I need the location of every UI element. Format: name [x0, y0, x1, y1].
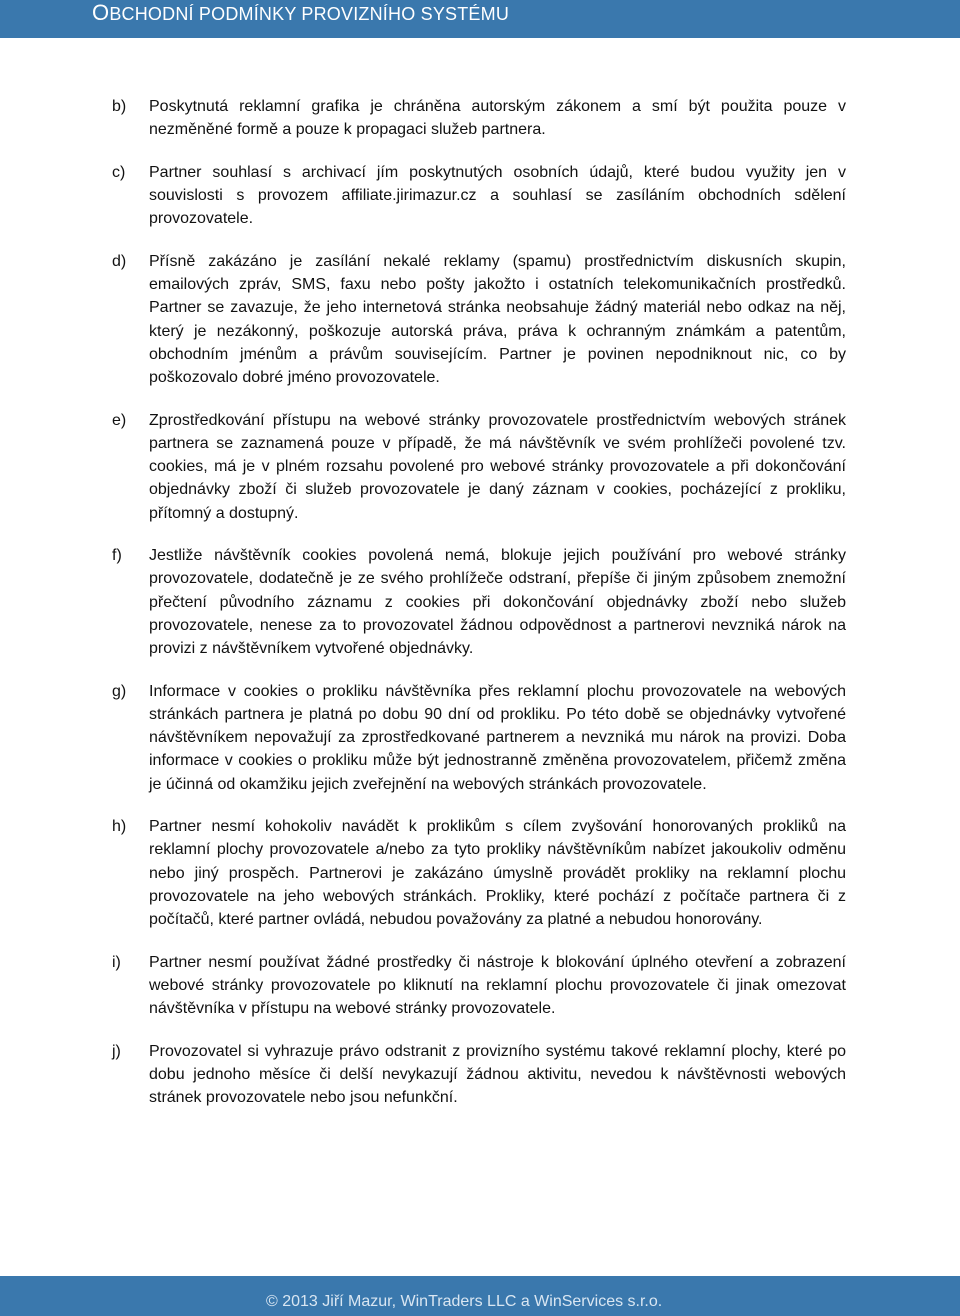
- item-marker: b): [112, 98, 127, 115]
- item-marker: c): [112, 163, 126, 181]
- item-marker: e): [112, 411, 127, 429]
- page-title-initial: O: [92, 0, 110, 25]
- terms-list: [112, 95, 846, 1129]
- terms-item-h: [112, 815, 846, 931]
- copyright-text: © 2013 Jiří Mazur, WinTraders LLC a WinServices s.r.o.: [266, 1293, 663, 1310]
- terms-item-f: [112, 544, 846, 660]
- terms-item-g: [112, 680, 846, 796]
- item-text: Partner souhlasí s archivací jím poskytnutých osobních údajů, které budou využity jen v souvislosti s provozem affiliate.jirimazur.cz a souhlasí se zasíláním obchodních sdělení provozovatele.: [149, 163, 846, 228]
- page-title-rest: BCHODNÍ PODMÍNKY PROVIZNÍHO SYSTÉMU: [109, 4, 510, 24]
- terms-item-i: [112, 951, 846, 1021]
- terms-item-e: [112, 409, 846, 525]
- page-title: [92, 2, 509, 25]
- item-text: Informace v cookies o prokliku návštěvníka přes reklamní plochu provozovatele na webových stránkách partnera je platná po dobu 90 dní od prokliku. Po této době se objednávky vytvořené návštěvníkem nepovažují za zprostředkované partnerem a nevzniká mu nárok na provizi. Doba informace v cookies o prokliku může být jednostranně změněna provozovatelem, přičemž změna je účinná od okamžiku jejich zveřejnění na webových stránkách provozovatele.: [149, 682, 846, 793]
- item-text: Provozovatel si vyhrazuje právo odstranit z provizního systému takové reklamní plochy, které po dobu jednoho měsíce či delší nevykazují žádnou aktivitu, nevedou k návštěvnosti webových stránek provozovatele nebo jsou nefunkční.: [149, 1042, 846, 1107]
- item-marker: d): [112, 253, 127, 271]
- item-text: Partner nesmí používat žádné prostředky či nástroje k blokování úplného otevření a zobrazení webové stránky provozovatele po kliknutí na reklamní plochu provozovatele či jinak omezovat návštěvníka v přístupu na webové stránky provozovatele.: [149, 953, 846, 1018]
- page-footer: [0, 1276, 960, 1316]
- item-text: Přísně zakázáno je zasílání nekalé reklamy (spamu) prostřednictvím diskusních skupin, emailových zpráv, SMS, faxu nebo pošty jakožto i ostatních telekomunikačních prostředků. Partner se zavazuje, že jeho internetová stránka neobsahuje žádný materiál nebo odkaz na něj, který je nezákonný, poškozuje autorská práva, práva k ochranným známkám a patentům, obchodním jménům a právům souvisejícím. Partner je povinen nepodniknout nic, co by poškozovalo dobré jméno provozovatele.: [149, 253, 846, 387]
- page-header: [0, 0, 960, 38]
- item-marker: f): [112, 547, 122, 565]
- terms-item-d: [112, 250, 846, 389]
- terms-item-b: [112, 95, 846, 141]
- item-marker: i): [112, 953, 121, 971]
- item-text: Partner nesmí kohokoliv navádět k proklikům s cílem zvyšování honorovaných prokliků na reklamní plochy provozovatele a/nebo za tyto prokliky návštěvníkům nabízet jakoukoliv odměnu nebo jiný prospěch. Partnerovi je zakázáno úmyslně provádět prokliky na reklamní plochu provozovatele na jeho webových stránkách. Prokliky, které pochází z počítače partnera či z počítačů, které partner ovládá, nebudou považovány za platné a nebudou honorovány.: [149, 818, 846, 929]
- item-text: Zprostředkování přístupu na webové stránky provozovatele prostřednictvím webových stránek partnera se zaznamená pouze v případě, že má návštěvník ve svém prohlížeči povolené tzv. cookies, má je v plném rozsahu povolené pro webové stránky provozovatele a při dokončování objednávky zboží či služeb provozovatele je daný záznam v cookies, pocházející z prokliku, přítomný a dostupný.: [149, 411, 846, 522]
- item-text: Poskytnutá reklamní grafika je chráněna autorským zákonem a smí být použita pouze v nezměněné formě a pouze k propagaci služeb partnera.: [149, 98, 846, 139]
- item-marker: h): [112, 818, 127, 836]
- item-text: Jestliže návštěvník cookies povolená nemá, blokuje jejich používání pro webové stránky provozovatele, dodatečně je ze svého prohlížeče odstraní, přepíše či jiným způsobem znemožní přečtení původního záznamu z cookies při dokončování objednávky zboží nebo služeb provozovatele, nenese za to provozovatel žádnou odpovědnost a partnerovi nevzniká nárok na provizi z návštěvníkem vytvořené objednávky.: [149, 547, 846, 658]
- terms-item-c: [112, 161, 846, 231]
- item-marker: j): [112, 1042, 121, 1060]
- item-marker: g): [112, 682, 127, 700]
- terms-item-j: [112, 1040, 846, 1110]
